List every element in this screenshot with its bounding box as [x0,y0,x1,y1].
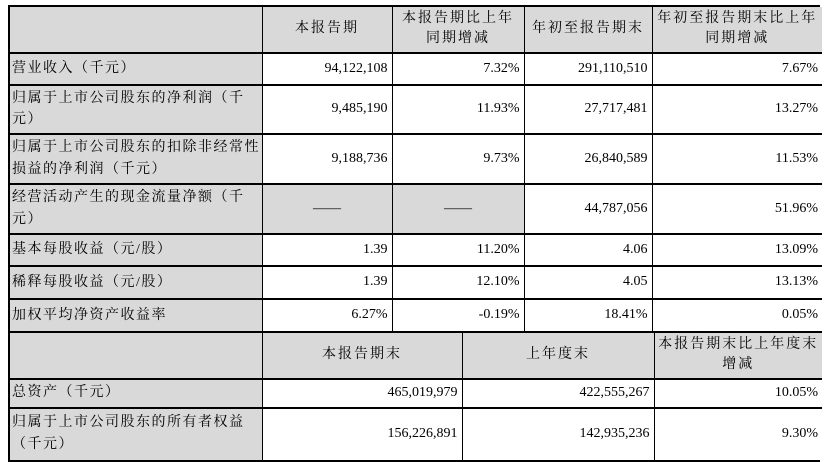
value-cell: 4.05 [524,266,652,299]
header-cell-empty [10,333,262,379]
row-label: 总资产（千元） [10,379,262,408]
header-cell-period-end: 本报告期末 [262,333,462,379]
table-row-basic-eps [10,234,822,266]
table-row-operating-cash-flow [10,184,822,234]
value-cell: 94,122,108 [262,53,392,85]
value-cell: 12.10% [392,266,524,299]
value-cell: 7.32% [392,53,524,85]
value-cell: 11.93% [392,85,524,134]
row-label: 归属于上市公司股东的净利润（千元） [10,85,262,134]
balance-sheet-table [10,333,822,460]
value-cell: 9,485,190 [262,85,392,134]
value-cell: -0.19% [392,299,524,332]
value-cell: 18.41% [524,299,652,332]
value-cell: 465,019,979 [262,379,462,408]
row-label: 归属于上市公司股东的所有者权益（千元） [10,408,262,460]
value-cell: 11.53% [652,134,822,184]
value-cell: 291,110,510 [524,53,652,85]
row-label: 加权平均净资产收益率 [10,299,262,332]
table-row-net-profit-excl-nonrecurring [10,134,822,184]
row-label: 营业收入（千元） [10,53,262,85]
header-cell-period-yoy-change: 本报告期比上年同期增减 [392,7,524,53]
value-cell: 51.96% [652,184,822,234]
value-cell: 10.05% [654,379,822,408]
period-results-table [10,7,822,333]
value-cell: 142,935,236 [462,408,654,460]
value-cell: 9.73% [392,134,524,184]
value-cell: 11.20% [392,234,524,266]
header-row [10,7,822,53]
value-cell: 6.27% [262,299,392,332]
row-label: 基本每股收益（元/股） [10,234,262,266]
table-row-diluted-eps [10,266,822,299]
value-cell: 1.39 [262,234,392,266]
value-cell: 13.13% [652,266,822,299]
table-row-total-assets [10,379,822,408]
row-label: 稀释每股收益（元/股） [10,266,262,299]
value-cell: 0.05% [652,299,822,332]
value-cell: 422,555,267 [462,379,654,408]
financial-summary-table [8,5,820,462]
table-row-shareholders-equity [10,408,822,460]
row-label: 经营活动产生的现金流量净额（千元） [10,184,262,234]
header-cell-ytd: 年初至报告期末 [524,7,652,53]
header-cell-prior-year-end: 上年度末 [462,333,654,379]
value-cell: 156,226,891 [262,408,462,460]
header-cell-ytd-yoy-change: 年初至报告期末比上年同期增减 [652,7,822,53]
header-cell-change-vs-prior-year-end: 本报告期末比上年度末增减 [654,333,822,379]
value-cell: 1.39 [262,266,392,299]
value-cell: 13.27% [652,85,822,134]
header-row [10,333,822,379]
value-cell-dash: —— [262,184,392,234]
table-row-net-profit [10,85,822,134]
table-row-weighted-avg-roe [10,299,822,332]
value-cell: 44,787,056 [524,184,652,234]
header-cell-empty [10,7,262,53]
header-cell-current-period: 本报告期 [262,7,392,53]
value-cell: 9,188,736 [262,134,392,184]
value-cell: 27,717,481 [524,85,652,134]
value-cell: 7.67% [652,53,822,85]
value-cell: 4.06 [524,234,652,266]
value-cell: 9.30% [654,408,822,460]
value-cell: 13.09% [652,234,822,266]
row-label: 归属于上市公司股东的扣除非经常性损益的净利润（千元） [10,134,262,184]
table-row-revenue [10,53,822,85]
value-cell: 26,840,589 [524,134,652,184]
value-cell-dash: —— [392,184,524,234]
